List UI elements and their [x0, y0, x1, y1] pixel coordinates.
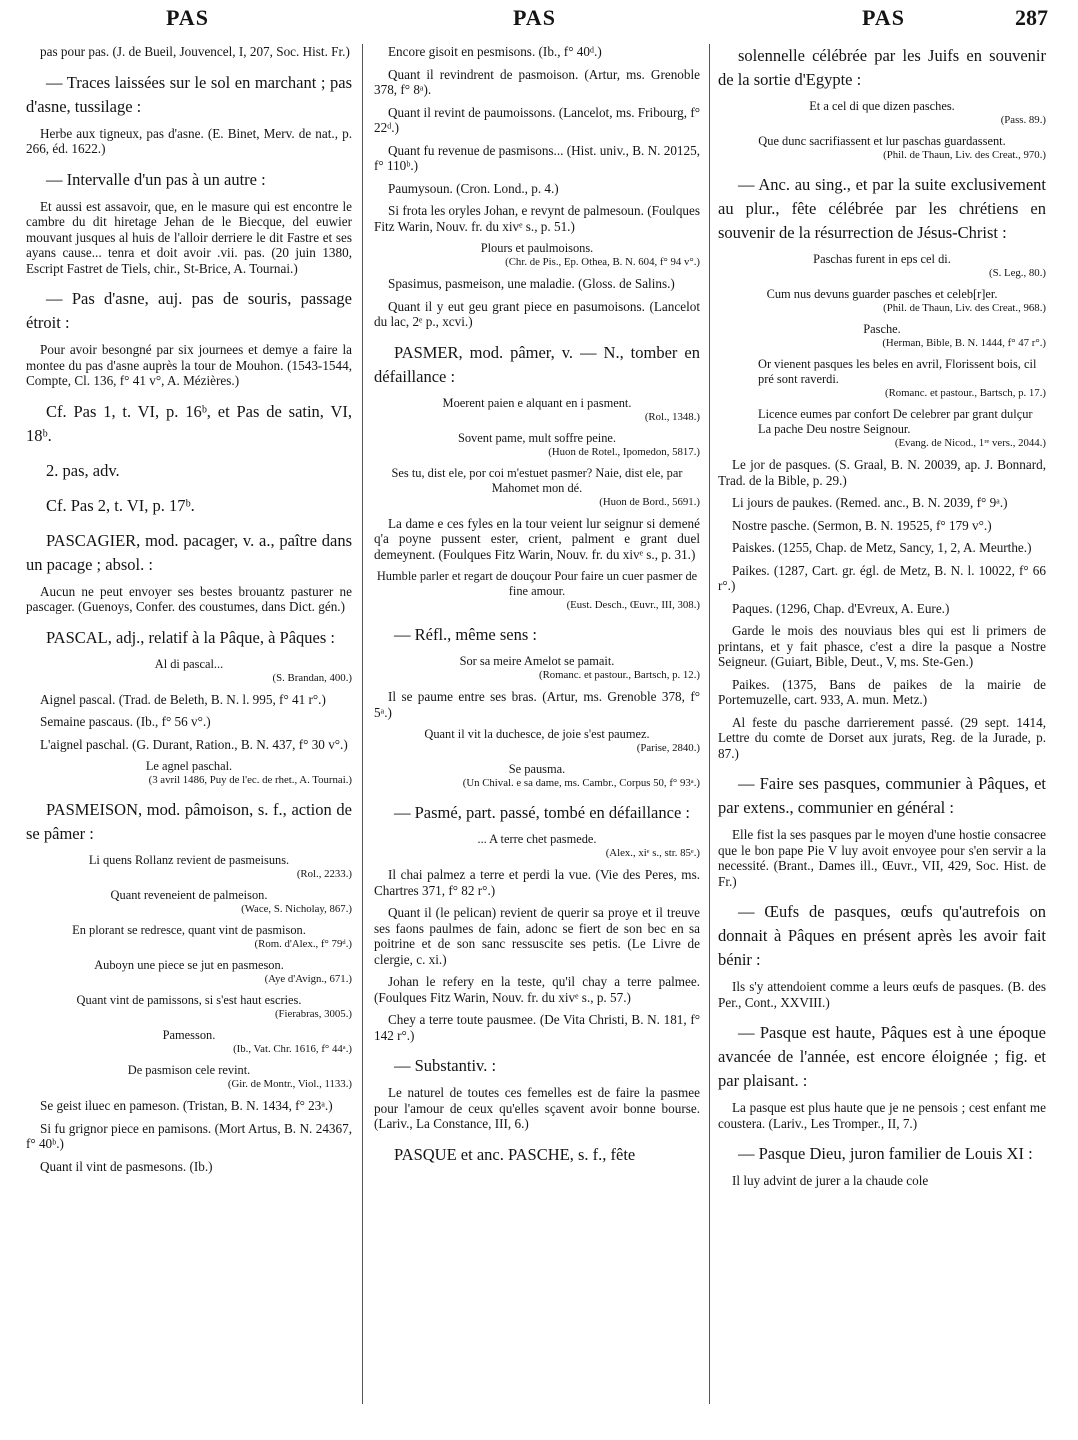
citation-paragraph: Nostre pasche. (Sermon, B. N. 19525, f° 179 v°.)	[732, 517, 992, 533]
citation-paragraph: Paumysoun. (Cron. Lond., p. 4.)	[388, 180, 559, 196]
spacer	[374, 60, 700, 67]
citation-paragraph: Johan le refery en la teste, qu'il chay a terre palmee. (Foulques Fitz Warin, Nouv. fr. du xivᵉ s., p. 57.)	[374, 974, 700, 1005]
source-reference: (Gir. de Montr., Viol., 1133.)	[227, 1078, 352, 1090]
definition-paragraph: PASCAGIER, mod. pacager, v. a., paître dans un pacage ; absol. :	[26, 530, 352, 574]
citation-paragraph: Pour avoir besongné par six journees et demye a faire la montee du pas d'asne auprès la tour de Mouhon. (1543-1544, Compte, Cl. 136, f° 41 v°, A. Mézières.)	[26, 342, 352, 388]
source-reference: (3 avril 1486, Puy de l'ec. de rhet., A. Tournai.)	[148, 774, 352, 786]
spacer	[374, 98, 700, 105]
spacer	[718, 127, 1046, 134]
spacer	[26, 335, 352, 342]
citation-paragraph: Quant il revindrent de pasmoison. (Artur, ms. Grenoble 378, f° 8ᵃ).	[374, 66, 700, 97]
definition-paragraph: — Pasque est haute, Pâques est à une époque avancée de l'année, est encore éloignée ; fig. et par plaisant. :	[718, 1023, 1046, 1090]
spacer	[374, 509, 700, 516]
spacer	[718, 889, 1046, 900]
spacer	[26, 119, 352, 126]
definition-paragraph: 2. pas, adv.	[46, 460, 120, 480]
source-reference: (Chr. de Pis., Ep. Othea, B. N. 604, f° 94 v°.)	[505, 256, 700, 268]
definition-paragraph: PASCAL, adj., relatif à la Pâque, à Pâques :	[46, 627, 336, 647]
source-reference: (Romanc. et pastour., Bartsch, p. 12.)	[538, 669, 700, 681]
spacer	[26, 1056, 352, 1063]
definition-paragraph: — Intervalle d'un pas à un autre :	[46, 169, 266, 189]
spacer	[26, 1114, 352, 1121]
citation-paragraph: Spasimus, pasmeison, une maladie. (Gloss. de Salins.)	[388, 276, 675, 291]
citation-paragraph: pas pour pas. (J. de Bueil, Jouvencel, I, 207, Soc. Hist. Fr.)	[40, 44, 350, 59]
spacer	[26, 650, 352, 657]
spacer	[26, 60, 352, 71]
spacer	[374, 459, 700, 466]
source-reference: (Romanc. et pastour., Bartsch, p. 17.)	[884, 387, 1046, 399]
citation-paragraph: Encore gisoit en pesmisons. (Ib., f° 40ᵈ.)	[388, 44, 602, 59]
source-reference: (Phil. de Thaun, Liv. des Creat., 968.)	[883, 302, 1046, 314]
citation-paragraph: Paques. (1296, Chap. d'Evreux, A. Eure.)	[732, 600, 950, 616]
spacer	[26, 577, 352, 584]
column-2	[374, 44, 700, 1424]
verse-quote: Paschas furent in eps cel di.	[813, 252, 951, 266]
spacer	[718, 1131, 1046, 1142]
source-reference: (Evang. de Nicod., 1ʳᵉ vers., 2044.)	[894, 437, 1046, 449]
source-reference: (Pass. 89.)	[1000, 114, 1046, 126]
spacer	[718, 761, 1046, 772]
source-reference: (Alex., xiᵉ s., str. 85ᵉ.)	[605, 847, 700, 859]
citation-paragraph: Herbe aux tigneux, pas d'asne. (E. Binet, Merv. de nat., p. 266, éd. 1622.)	[26, 125, 352, 156]
spacer	[374, 196, 700, 203]
spacer	[26, 881, 352, 888]
source-reference: (Un Chival. e sa dame, ms. Cambr., Corpus 50, f° 93ᵃ.)	[462, 777, 700, 789]
verse-quote: Li quens Rollanz revient de pasmeisuns.	[88, 853, 290, 867]
citation-paragraph: Chey a terre toute pausmee. (De Vita Christi, B. N. 181, f° 142 r°.)	[374, 1012, 700, 1043]
spacer	[718, 708, 1046, 715]
definition-paragraph: — Anc. au sing., et par la suite exclusivement au plur., fête célébrée par les chrétiens en souvenir de la résurrection de Jésus-Christ :	[718, 175, 1046, 242]
source-reference: (Parise, 2840.)	[636, 742, 700, 754]
spacer	[26, 707, 352, 714]
spacer	[26, 483, 352, 494]
definition-paragraph: — Traces laissées sur le sol en marchant ; pas d'asne, tussilage :	[26, 72, 352, 116]
source-reference: (Ib., Vat. Chr. 1616, f° 44ᵃ.)	[233, 1043, 352, 1055]
spacer	[26, 1152, 352, 1159]
citation-paragraph: Al feste du pasche darrierement passé. (29 sept. 1414, Lettre du comte de Dorset aux jurats, Reg. de la Jurade, p. 87.)	[718, 714, 1046, 761]
spacer	[718, 1093, 1046, 1100]
column-rule-1	[362, 44, 363, 1404]
spacer	[374, 562, 700, 569]
spacer	[26, 192, 352, 199]
citation-paragraph: Il se paume entre ses bras. (Artur, ms. Grenoble 378, f° 5ᵃ.)	[374, 689, 700, 720]
verse-quote: Et a cel di que dizen pasches.	[809, 99, 955, 113]
spacer	[718, 616, 1046, 623]
spacer	[374, 234, 700, 241]
citation-paragraph: Quant il (le pelican) revient de querir sa proye et il treuve ses faons paulmes de fain, adonc se fiert de son bec en sa poitrine et de son sanc ressuscite ses petis. (Le Livre de clergie, c. xi.)	[374, 905, 700, 967]
source-reference: (Huon de Bord., 5691.)	[599, 495, 700, 508]
spacer	[26, 787, 352, 798]
verse-quote: Pamesson.	[162, 1028, 216, 1042]
spacer	[374, 612, 700, 623]
citation-paragraph: L'aignel paschal. (G. Durant, Ration., B. N. 437, f° 30 v°.)	[40, 736, 348, 752]
verse-quote: ... A terre chet pasmede.	[477, 832, 597, 846]
source-reference: (Rom. d'Alex., f° 79ᵈ.)	[254, 938, 352, 950]
verse-quote: Sovent pame, mult soffre peine.	[457, 430, 617, 445]
source-reference: (Rol., 1348.)	[644, 410, 700, 423]
verse-quote: Plours et paulmoisons.	[480, 241, 594, 255]
source-reference: (Fierabras, 3005.)	[274, 1008, 352, 1020]
verse-quote: Que dunc sacrifiassent et lur paschas guardassent.	[758, 134, 1006, 148]
source-reference: (Herman, Bible, B. N. 1444, f° 47 r°.)	[882, 337, 1046, 349]
verse-quote: Se pausma.	[508, 762, 566, 776]
definition-paragraph: Cf. Pas 1, t. VI, p. 16ᵇ, et Pas de satin, VI, 18ᵇ.	[26, 401, 352, 445]
spacer	[374, 330, 700, 341]
definition-paragraph: PASMER, mod. pâmer, v. — N., tomber en défaillance :	[374, 342, 700, 386]
verse-quote: Or vienent pasques les beles en avril, Florissent bois, cil pré sont raverdi.	[758, 357, 1037, 386]
citation-paragraph: Paikes. (1287, Cart. gr. égl. de Metz, B. N. l. 10022, f° 66 r°.)	[718, 562, 1046, 593]
citation-paragraph: Ils s'y attendoient comme a leurs œufs de pasques. (B. des Per., Cont., XXVIII.)	[718, 979, 1046, 1010]
source-reference: (Huon de Rotel., Ipomedon, 5817.)	[548, 445, 700, 458]
verse-quote: Moerent paien e alquant en i pasment.	[442, 395, 632, 410]
spacer	[718, 450, 1046, 457]
verse-quote: Sor sa meire Amelot se pamait.	[459, 654, 615, 668]
verse-quote: Le agnel paschal.	[145, 759, 233, 773]
verse-quote: De pasmison cele revint.	[127, 1063, 251, 1077]
source-reference: (Wace, S. Nicholay, 867.)	[241, 903, 352, 915]
spacer	[718, 556, 1046, 563]
spacer	[374, 755, 700, 762]
spacer	[718, 162, 1046, 173]
citation-paragraph: Si fu grignor piece en pamisons. (Mort Artus, B. N. 24367, f° 40ᵇ.)	[26, 1120, 352, 1151]
verse-quote: Ses tu, dist ele, por coi m'estuet pasmer? Naie, dist ele, par Mahomet mon dé.	[391, 465, 683, 495]
definition-paragraph: PASMEISON, mod. pâmoison, s. f., action de se pâmer :	[26, 800, 352, 843]
citation-paragraph: Li jours de paukes. (Remed. anc., B. N. 2039, f° 9ᵃ.)	[732, 495, 1008, 510]
spacer	[718, 1166, 1046, 1173]
definition-paragraph: — Œufs de pasques, œufs qu'autrefois on donnait à Pâques en présent après les avoir fait bénir :	[718, 902, 1046, 969]
citation-paragraph: Le jor de pasques. (S. Graal, B. N. 20039, ap. J. Bonnard, Trad. de la Bible, p. 29.)	[718, 457, 1046, 488]
spacer	[718, 245, 1046, 252]
column-3	[718, 44, 1046, 1424]
verse-quote: Quant vint de pamissons, si s'est haut escries.	[76, 993, 302, 1007]
spacer	[718, 400, 1046, 407]
spacer	[26, 685, 352, 692]
citation-paragraph: Le naturel de toutes ces femelles est de faire la pasmee pour l'amour de ceux qu'elles sçavent avoir bonne bourse. (Lariv., La Constance, III, 6.)	[374, 1085, 700, 1131]
spacer	[374, 1132, 700, 1143]
spacer	[374, 1043, 700, 1054]
citation-paragraph: Il luy advint de jurer a la chaude cole	[732, 1173, 929, 1188]
citation-paragraph: Elle fist la ses pasques par le moyen d'une hostie consacree que le bon pape Pie V luy avoit envoyee pour s'en servir a la necessité. (Brant., Dames ill., Œuvr., VII, 429, Soc. Hist. de Fr.)	[718, 827, 1046, 889]
spacer	[718, 511, 1046, 518]
spacer	[718, 594, 1046, 601]
running-head-right: PAS	[862, 5, 905, 30]
definition-paragraph: — Réfl., même sens :	[394, 625, 537, 644]
spacer	[26, 951, 352, 958]
citation-paragraph: Il chai palmez a terre et perdi la vue. (Vie des Peres, ms. Chartres 371, f° 82 r°.)	[374, 867, 700, 898]
spacer	[718, 92, 1046, 99]
source-reference: (Phil. de Thaun, Liv. des Creat., 970.)	[883, 149, 1046, 161]
spacer	[26, 157, 352, 168]
definition-paragraph: — Pasque Dieu, juron familier de Louis XI :	[738, 1144, 1033, 1163]
citation-paragraph: Quant il vint de pasmesons. (Ib.)	[40, 1158, 213, 1174]
verse-quote: Quant il vit la duchesce, de joie s'est paumez.	[424, 727, 650, 741]
definition-paragraph: — Pasmé, part. passé, tombé en défaillance :	[394, 803, 690, 822]
spacer	[374, 424, 700, 431]
definition-paragraph: PASQUE et anc. PASCHE, s. f., fête	[394, 1144, 636, 1164]
citation-paragraph: Aucun ne peut envoyer ses bestes brouantz pasturer ne pascager. (Guenoys, Confer. des coustumes, dans Dict. gén.)	[26, 583, 352, 614]
spacer	[26, 276, 352, 287]
spacer	[374, 790, 700, 801]
spacer	[374, 1078, 700, 1085]
source-reference: (S. Brandan, 400.)	[272, 671, 352, 684]
page-number: 287	[1015, 5, 1048, 30]
spacer	[718, 280, 1046, 287]
spacer	[26, 1091, 352, 1098]
spacer	[26, 518, 352, 529]
spacer	[26, 1021, 352, 1028]
source-reference: (Eust. Desch., Œuvr., III, 308.)	[566, 599, 700, 611]
verse-quote: Cum nus devuns guarder pasches et celeb[r]er.	[766, 287, 998, 301]
citation-paragraph: Garde le mois des nouviaus bles qui est li primers de printans, et y fait phasce, c'est a dire la pasque a Nostre Seigneur. (Guiart, Bible, Deut., V, ms. Ste-Gen.)	[718, 623, 1046, 669]
spacer	[374, 682, 700, 689]
citation-paragraph: La pasque est plus haute que je ne pensois ; cest enfant me coustera. (Lariv., Les Tromper., II, 7.)	[718, 1100, 1046, 1131]
spacer	[374, 860, 700, 867]
definition-paragraph: solennelle célébrée par les Juifs en souvenir de la sortie d'Egypte :	[718, 46, 1046, 89]
spacer	[374, 825, 700, 832]
definition-paragraph: Cf. Pas 2, t. VI, p. 17ᵇ.	[46, 495, 195, 515]
spacer	[718, 820, 1046, 827]
spacer	[718, 972, 1046, 979]
source-reference: (S. Leg., 80.)	[989, 267, 1046, 279]
spacer	[26, 389, 352, 400]
spacer	[374, 269, 700, 276]
spacer	[26, 448, 352, 459]
definition-paragraph: — Pas d'asne, auj. pas de souris, passage étroit :	[26, 289, 352, 332]
spacer	[374, 136, 700, 143]
running-head-left: PAS	[166, 5, 209, 30]
citation-paragraph: Quant fu revenue de pasmisons... (Hist. univ., B. N. 20125, f° 110ᵇ.)	[374, 142, 700, 173]
citation-paragraph: Quant il revint de paumoissons. (Lancelot, ms. Fribourg, f° 22ᵈ.)	[374, 104, 700, 135]
verse-quote: Al di pascal...	[154, 656, 224, 671]
spacer	[718, 488, 1046, 495]
citation-paragraph: La dame e ces fyles en la tour veient lur seignur si demené q'a poyne pussent ester, crient, palment e grant duel demeynent. (Foulques Fitz Warin, Nouv. fr. du xivᵉ s., p. 31.)	[374, 515, 700, 562]
spacer	[26, 846, 352, 853]
verse-quote: Licence eumes par confort De celebrer par grant dulçur La pache Deu nostre Seignour.	[758, 407, 1033, 436]
citation-paragraph: Et aussi est assavoir, que, en le masure qui est encontre le cambre du dit hiretage Jehan de le Biecque, del euwier mouvant jusques al huis de l'alloir derriere le dit Fastre et ses ayans cause... tenra et doit avoir .vii. pas. (20 juin 1380, Escript Fastret de Tiels, chir., St-Brice, A. Tournai.)	[26, 198, 352, 276]
spacer	[374, 389, 700, 396]
spacer	[374, 967, 700, 974]
citation-paragraph: Se geist iluec en pameson. (Tristan, B. N. 1434, f° 23ᵃ.)	[40, 1098, 333, 1113]
spacer	[374, 1005, 700, 1012]
verse-quote: Humble parler et regart de douçour Pour faire un cuer pasmer de fine amour.	[376, 569, 698, 598]
spacer	[26, 986, 352, 993]
spacer	[718, 670, 1046, 677]
definition-paragraph: — Faire ses pasques, communier à Pâques, et par extens., communier en général :	[718, 774, 1046, 817]
spacer	[718, 533, 1046, 540]
spacer	[718, 1010, 1046, 1021]
definition-paragraph: — Substantiv. :	[394, 1056, 497, 1075]
verse-quote: Auboyn une piece se jut en pasmeson.	[94, 958, 284, 972]
spacer	[718, 350, 1046, 357]
citation-paragraph: Aignel pascal. (Trad. de Beleth, B. N. l. 995, f° 41 r°.)	[40, 691, 326, 707]
column-rule-2	[709, 44, 710, 1404]
spacer	[26, 615, 352, 626]
citation-paragraph: Si frota les oryles Johan, e revynt de palmesoun. (Foulques Fitz Warin, Nouv. fr. du xivᵉ s., p. 51.)	[374, 203, 700, 234]
spacer	[26, 730, 352, 737]
running-head-middle: PAS	[513, 5, 556, 30]
citation-paragraph: Semaine pascaus. (Ib., f° 56 v°.)	[40, 714, 211, 729]
spacer	[374, 720, 700, 727]
citation-paragraph: Quant il y eut geu grant piece en pasumoisons. (Lancelot du lac, 2ᵉ p., xcvi.)	[374, 298, 700, 329]
citation-paragraph: Paikes. (1375, Bans de paikes de la mairie de Portemuzelle, cart. 933, A. mun. Metz.)	[718, 676, 1046, 707]
spacer	[26, 916, 352, 923]
verse-quote: En plorant se redresce, quant vint de pasmison.	[72, 923, 306, 937]
spacer	[374, 898, 700, 905]
verse-quote: Pasche.	[863, 322, 901, 336]
column-1	[26, 44, 352, 1424]
spacer	[26, 752, 352, 759]
source-reference: (Rol., 2233.)	[296, 868, 352, 880]
spacer	[374, 174, 700, 181]
spacer	[374, 292, 700, 299]
citation-paragraph: Paiskes. (1255, Chap. de Metz, Sancy, 1, 2, A. Meurthe.)	[732, 540, 1032, 555]
verse-quote: Quant reveneient de palmeison.	[110, 888, 268, 902]
spacer	[374, 647, 700, 654]
source-reference: (Aye d'Avign., 671.)	[264, 973, 352, 985]
spacer	[718, 315, 1046, 322]
